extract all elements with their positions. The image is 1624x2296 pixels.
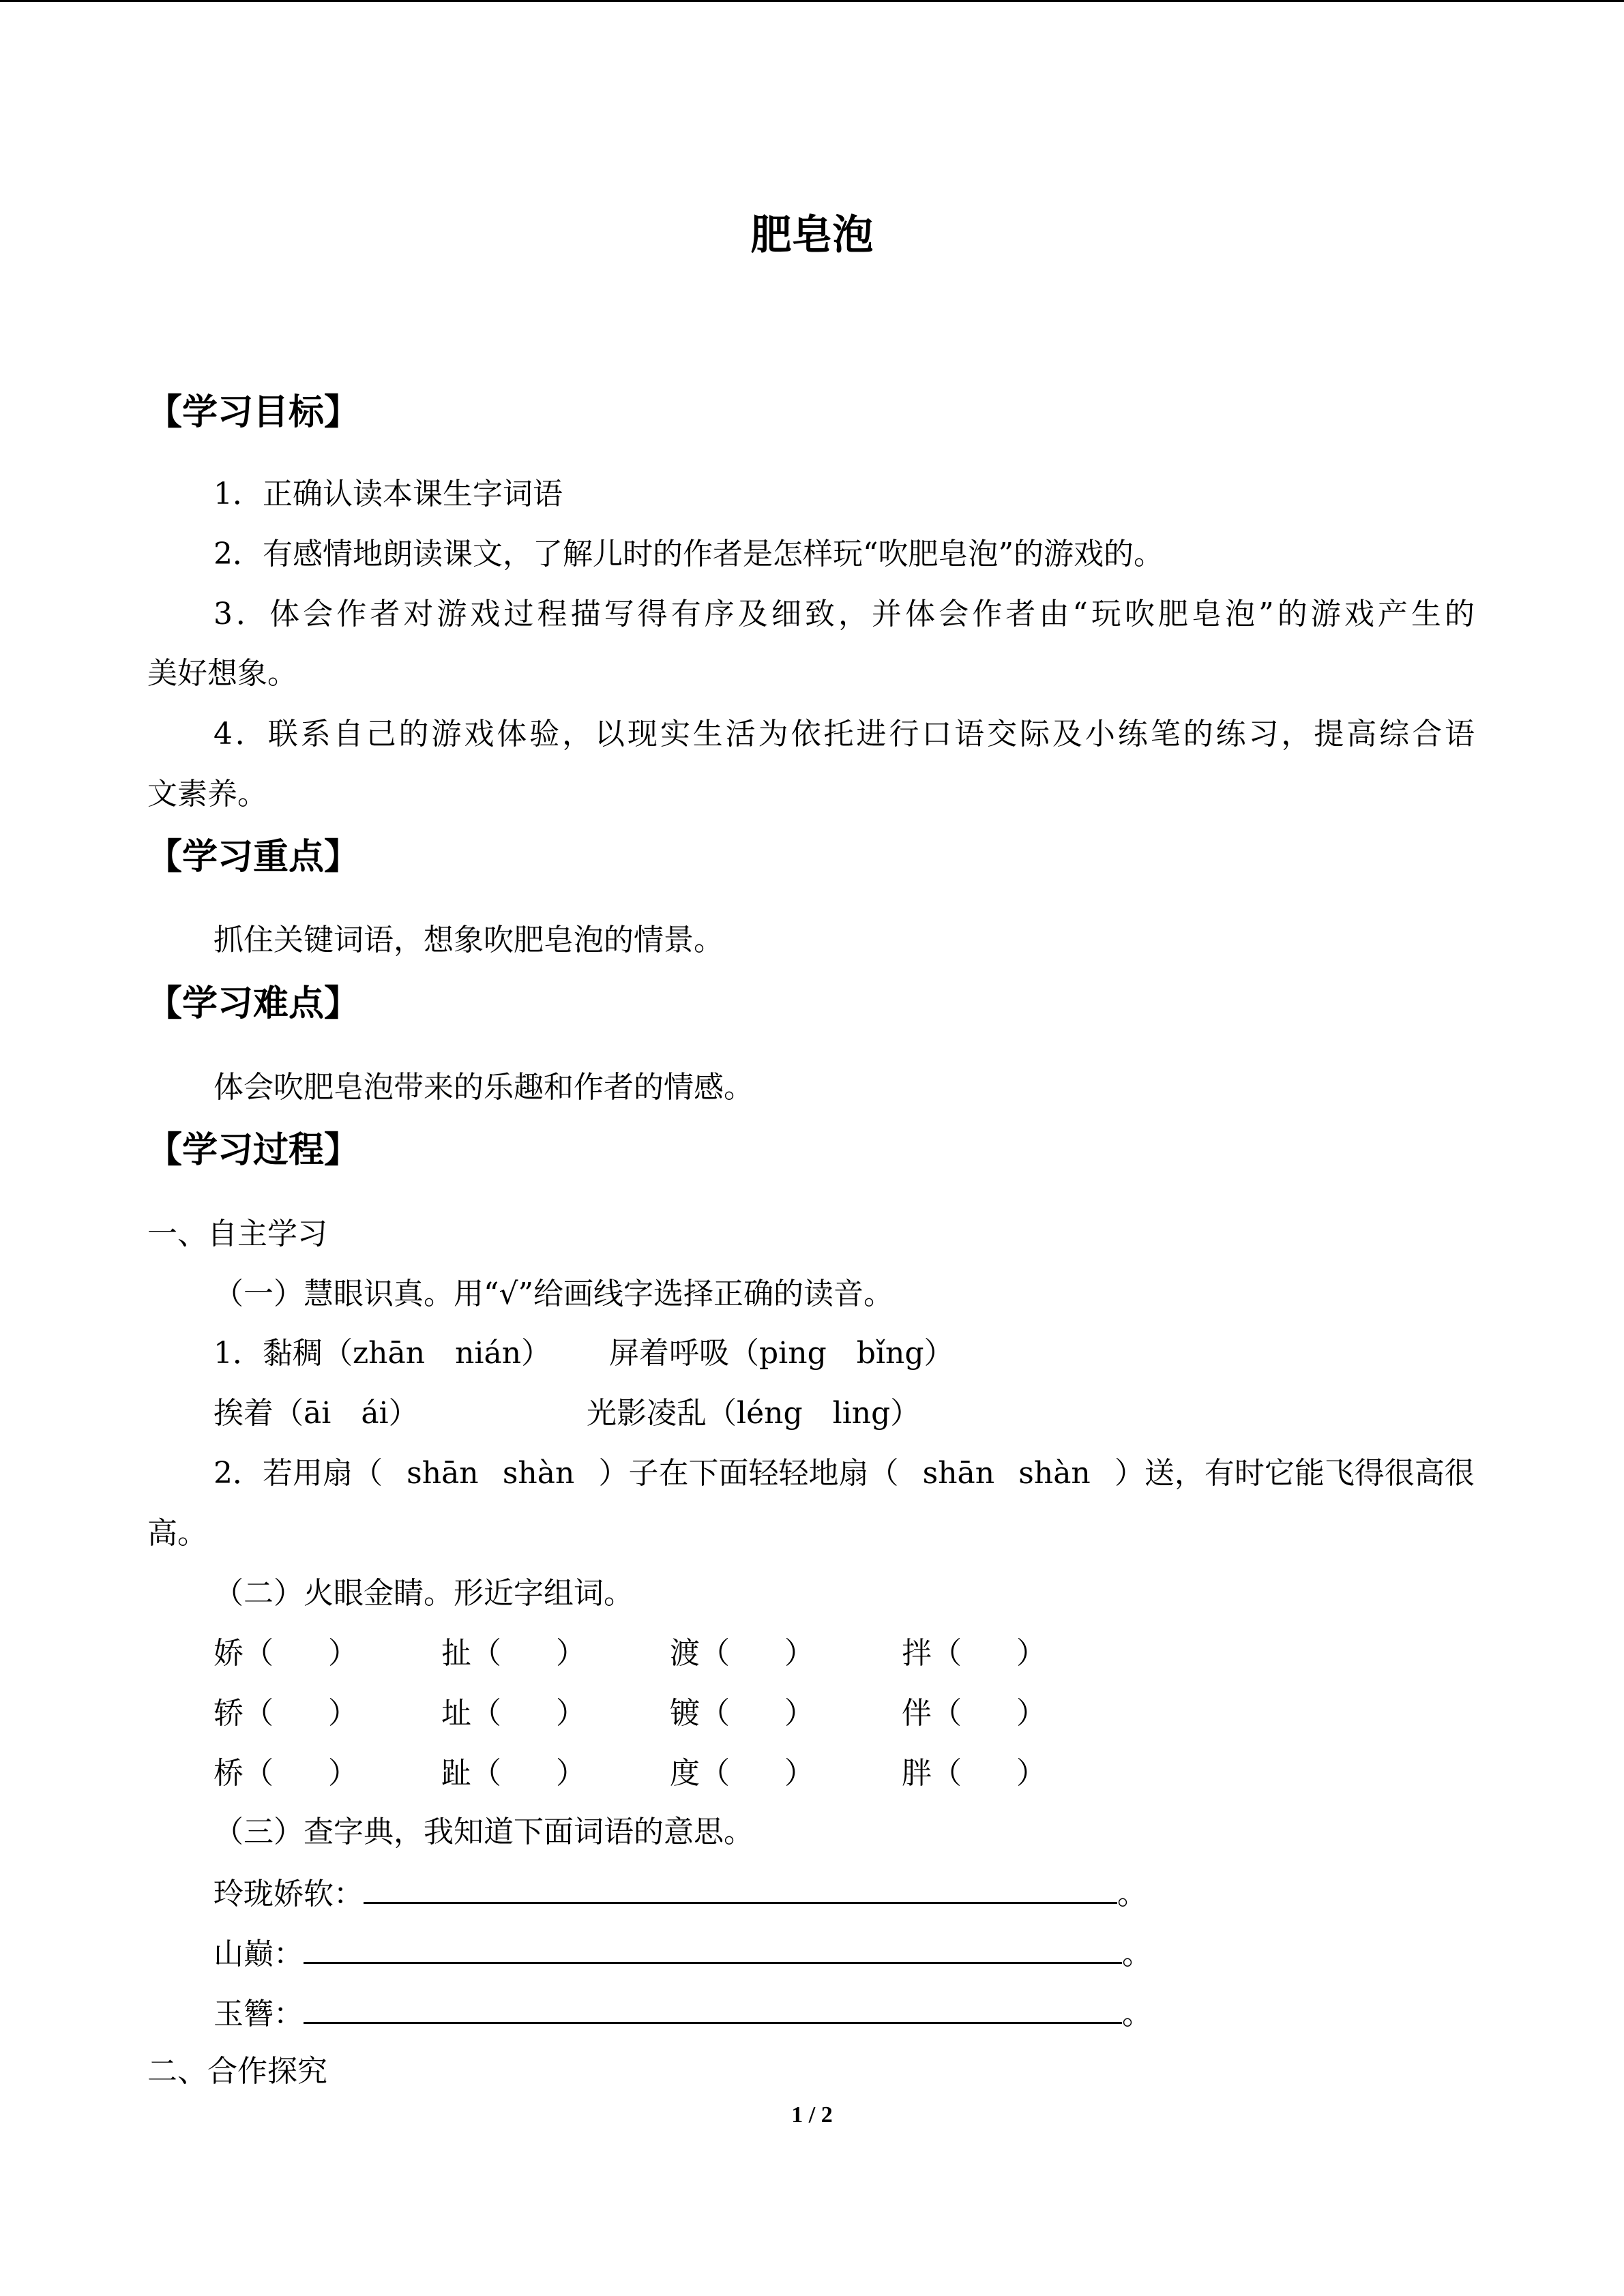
word-group-cell: 渡（ ） — [670, 1636, 814, 1671]
pinyin-option[interactable]: shàn — [1018, 1456, 1091, 1491]
word-group-cell: 拌（ ） — [902, 1636, 1046, 1671]
word-group-cell: 址（ ） — [441, 1696, 586, 1731]
word-group-cell: 扯（ ） — [441, 1636, 586, 1671]
heading-key-points: 【学习重点】 — [147, 837, 360, 878]
word-group-cell: 轿（ ） — [213, 1696, 358, 1731]
pinyin-option[interactable]: shān — [922, 1456, 995, 1491]
q2-title: （二）火眼金睛。形近字组词。 — [213, 1576, 634, 1611]
pinyin-option[interactable]: shàn — [502, 1456, 575, 1491]
pinyin-option[interactable]: ling — [832, 1396, 891, 1431]
q3-term-1: 玲珑娇软： 。 — [213, 1872, 1147, 1915]
part1-title: 一、自主学习 — [147, 1217, 327, 1251]
pinyin-option[interactable]: bǐng — [856, 1336, 924, 1371]
q1-row2-a: 挨着（āi ái） — [213, 1396, 419, 1431]
pinyin-option[interactable]: léng — [737, 1396, 803, 1431]
top-border-line — [0, 0, 1624, 2]
difficulties-text: 体会吹肥皂泡带来的乐趣和作者的情感。 — [213, 1070, 754, 1105]
objective-item-2: 2．有感情地朗读课文，了解儿时的作者是怎样玩“吹肥皂泡”的游戏的。 — [213, 537, 1164, 571]
objective-item-4: 4．联系自己的游戏体验，以现实生活为依托进行口语交际及小练笔的练习，提高综合语 — [213, 717, 1475, 751]
answer-blank[interactable] — [364, 1872, 1117, 1904]
page-number: 1 / 2 — [791, 2102, 833, 2128]
objective-item-3-cont: 美好想象。 — [147, 656, 297, 691]
pinyin-option[interactable]: shān — [407, 1456, 479, 1491]
pinyin-option[interactable]: ping — [759, 1336, 827, 1371]
key-points-text: 抓住关键词语，想象吹肥皂泡的情景。 — [213, 923, 724, 957]
heading-difficulties: 【学习难点】 — [147, 983, 360, 1024]
word-group-cell: 娇（ ） — [213, 1636, 358, 1671]
word-group-cell: 趾（ ） — [441, 1756, 586, 1791]
objective-item-3: 3．体会作者对游戏过程描写得有序及细致，并体会作者由“玩吹肥皂泡”的游戏产生的 — [213, 597, 1475, 631]
q1-row1-b: 屏着呼吸（ping bǐng） — [609, 1336, 954, 1371]
word-group-cell: 镀（ ） — [670, 1696, 814, 1731]
q1-row2-b: 光影凌乱（léng ling） — [587, 1396, 921, 1431]
q1-row3: 2．若用扇（ shān shàn ）子在下面轻轻地扇（ shān shàn ）送，有时它能飞得很高很 — [213, 1453, 1475, 1494]
q1-title: （一）慧眼识真。用“√”给画线字选择正确的读音。 — [213, 1277, 894, 1311]
heading-process: 【学习过程】 — [147, 1130, 360, 1171]
q3-title: （三）查字典，我知道下面词语的意思。 — [213, 1815, 754, 1849]
q3-term-3: 玉簪： 。 — [213, 1992, 1152, 2035]
objective-item-1: 1．正确认读本课生字词语 — [213, 477, 563, 511]
word-group-cell: 度（ ） — [670, 1756, 814, 1791]
q1-row3-cont: 高。 — [147, 1516, 207, 1551]
page-title: 肥皂泡 — [750, 211, 874, 259]
q3-term-2: 山巅： 。 — [213, 1932, 1152, 1975]
q1-row1-a: 1．黏稠（zhān nián） — [213, 1336, 552, 1371]
objective-item-4-cont: 文素养。 — [147, 777, 267, 811]
word-group-cell: 伴（ ） — [902, 1696, 1046, 1731]
word-group-cell: 胖（ ） — [902, 1756, 1046, 1791]
word-group-cell: 桥（ ） — [213, 1756, 358, 1791]
pinyin-option[interactable]: āi — [304, 1396, 331, 1431]
pinyin-option[interactable]: ái — [361, 1396, 389, 1431]
pinyin-option[interactable]: nián — [455, 1336, 522, 1371]
part2-title: 二、合作探究 — [147, 2054, 327, 2089]
answer-blank[interactable] — [304, 1932, 1122, 1964]
heading-objectives: 【学习目标】 — [147, 392, 360, 433]
pinyin-option[interactable]: zhān — [353, 1336, 426, 1371]
answer-blank[interactable] — [304, 1992, 1122, 2024]
